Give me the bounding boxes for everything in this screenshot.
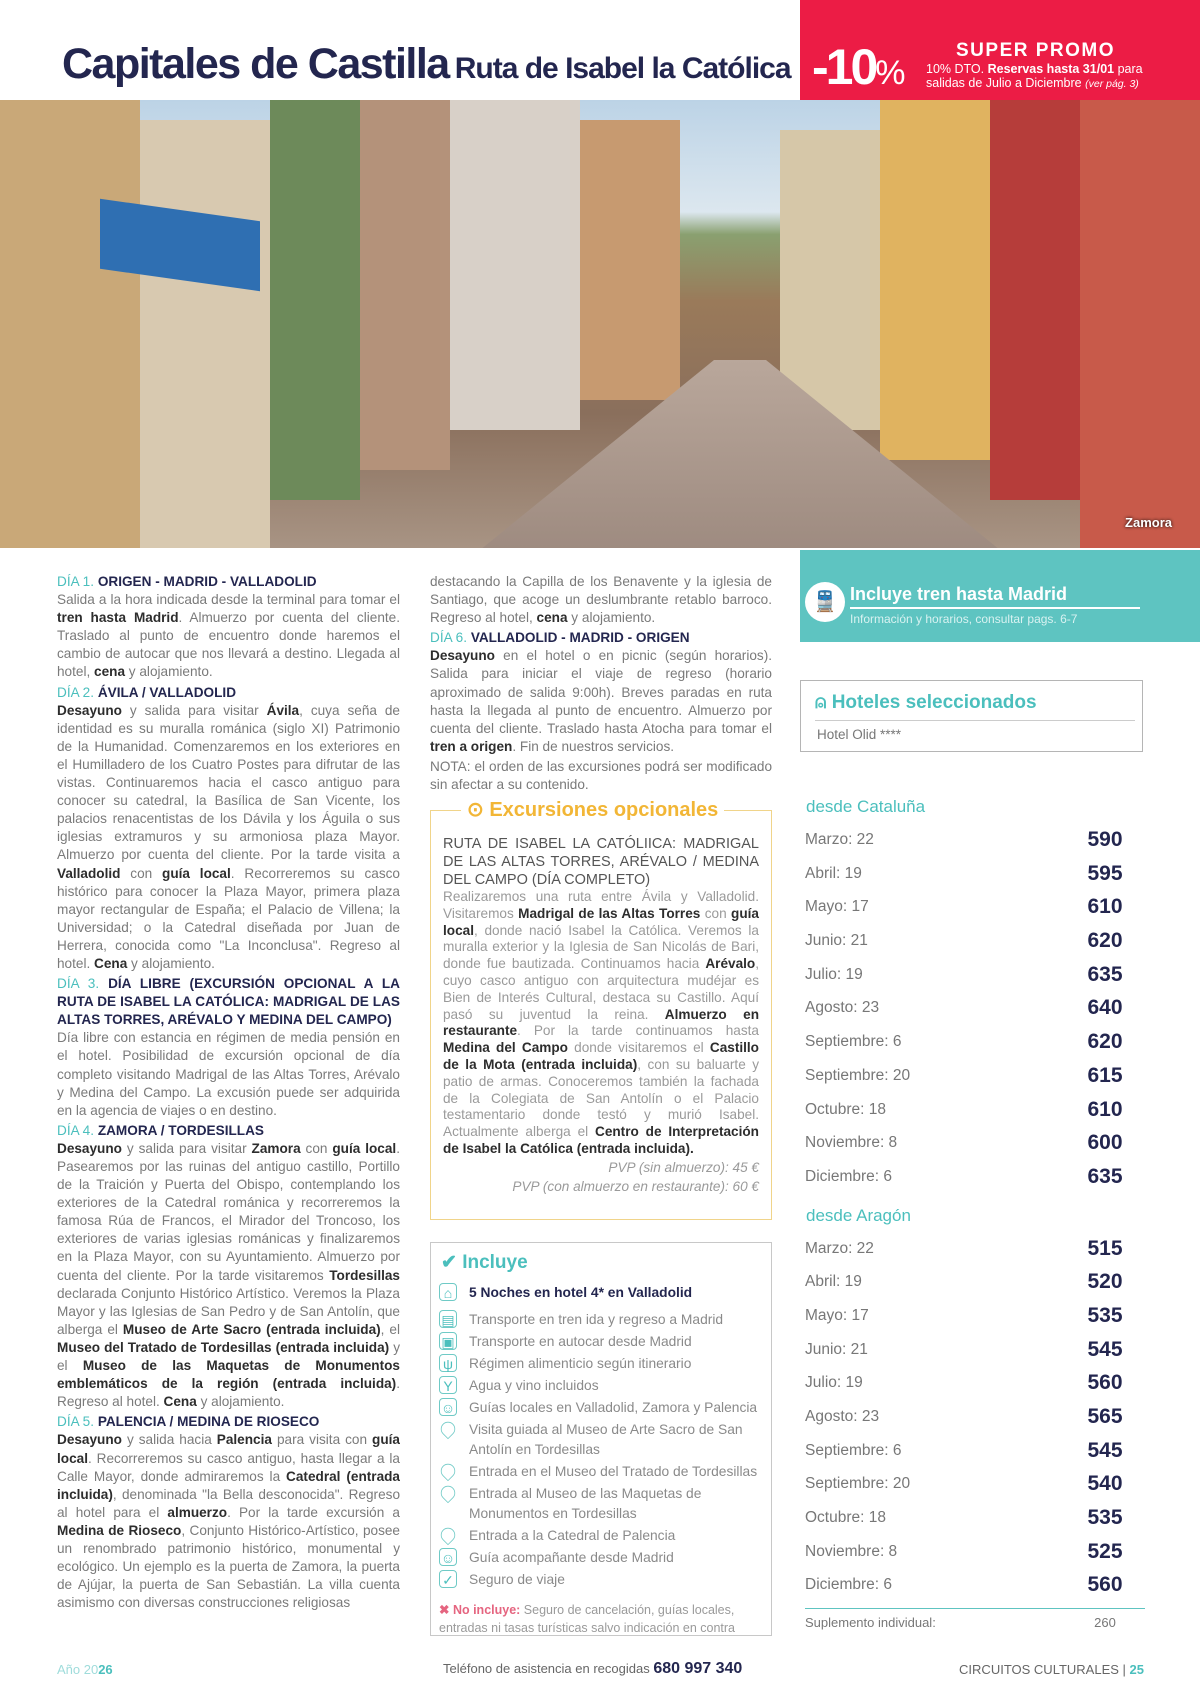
bold-text: cena [536,610,568,626]
day-description [430,647,772,756]
not-included [439,1601,769,1637]
price-row [805,926,1145,960]
hotels-heading-text: Hoteles seleccionados [831,692,1037,713]
bold-text: Desayuno [57,702,122,718]
text: declarada Conjunto Histórico Artístico. Veremos la Plaza Mayor y las Iglesias de San Pedro y de San Antolín, que alberga el [57,1285,400,1337]
section-name: CIRCUITOS CULTURALES | [959,1662,1130,1677]
bus-icon: ▣ [439,1332,457,1350]
page-title [62,40,791,89]
hero-photo-street [0,100,1200,548]
text: . Recorreremos su casco antiguo, hasta llegar a la Calle Mayor, donde admiraremos la [57,1450,400,1484]
text: Día libre con estancia en régimen de media pensión en el hotel. Posibilidad de excursión opcional de día completo visitando Madrigal de las Altas Torres, Arévalo y Medina del Campo. La excusión puede ser adquirida en la agencia de viajes o en destino. [57,1030,400,1118]
price-value: 560 [1087,1573,1123,1597]
price-value: 590 [1087,828,1123,851]
not-included-text: Seguro de cancelación, guías locales, entradas ni tasas turísticas salvo indicación en contra [439,1603,735,1635]
include-item [439,1548,769,1568]
bold-text: Museo de las Maquetas de Monumentos emblemáticos de la región (entrada incluida) [57,1358,400,1392]
price-value: 565 [1087,1405,1123,1428]
departure-date: Junio: 21 [805,1340,868,1358]
departure-date: Noviembre: 8 [805,1134,898,1152]
price-value: 520 [1087,1270,1123,1294]
include-item-text: Entrada en el Museo del Tratado de Tordesillas [469,1464,758,1480]
include-item [439,1310,769,1330]
price-with-lunch: PVP (con almuerzo en restaurante): 60 € [512,1179,759,1195]
bold-text: almuerzo [167,1504,228,1520]
departure-date: Agosto: 23 [805,1408,880,1425]
spacer [805,1196,1145,1204]
include-item [439,1484,769,1524]
train-icon: 🚆 [805,582,845,622]
price-without-lunch: PVP (sin almuerzo): 45 € [608,1159,759,1175]
bold-text: Zamora [251,1140,301,1156]
departure-date: Junio: 21 [805,932,868,950]
departure-date: Diciembre: 6 [805,1576,892,1594]
include-item-text: Régimen alimenticio según itinerario [469,1355,692,1371]
text: , cuyo casco antiguo con arquitectura mudéjar es Bien de Interés Cultural, destaca su Castillo. Aquí pasó su juventud la reina. [443,956,759,1022]
day-heading [57,573,400,591]
price-value: 535 [1087,1303,1123,1327]
day-number: DÍA 4. [57,1122,95,1138]
text: . Por la tarde continuamos hasta [517,1023,759,1039]
bell-icon: ⌂ [439,1283,457,1301]
day-description-continued [430,573,772,627]
bold-text: guía local [57,1432,400,1466]
price-value: 635 [1087,962,1123,986]
includes-heading: ✔ Incluye [441,1252,528,1273]
cutlery-icon: ψ [439,1354,457,1372]
include-item-text: Visita guiada al Museo de Arte Sacro de San Antolín en Tordesillas [469,1422,743,1458]
price-value: 540 [1087,1472,1123,1496]
include-item-text: Agua y vino incluidos [469,1378,599,1394]
departure-date: Abril: 19 [805,864,862,882]
bold-text: guía local [162,865,231,881]
day-description [57,591,400,681]
include-item-text: Seguro de viaje [469,1572,565,1588]
price-value: 515 [1087,1236,1123,1260]
price-row [805,1128,1145,1162]
price-row [805,825,1145,859]
train-icon: ▤ [439,1310,457,1328]
include-item [439,1283,769,1303]
promo-text: salidas de Julio a Diciembre [926,76,1086,90]
day-number: DÍA 1. [57,574,95,589]
bold-text: Medina del Campo [443,1040,568,1056]
bold-text: guía local [443,905,759,938]
promo-page-ref: (ver pág. 3) [1085,78,1139,90]
include-item [439,1332,769,1352]
wine-glass-icon: Y [439,1376,457,1394]
text: con [120,865,163,881]
text: . Recorreremos su casco histórico para conocer la Plaza Mayor, primera plaza mayor rectangular de España; el Palacio de Villena; la Universidad; o la Catedral diseñada por Juan de Herrera, conocida como "La Inconclusa". Regreso al hotel. [57,865,400,971]
hotel-name: Hotel Olid **** [817,727,902,742]
text: y el [57,1339,400,1374]
bold-text: Desayuno [430,648,495,664]
price-value: 635 [1087,1164,1123,1188]
bold-text: Desayuno [57,1140,122,1156]
text: donde visitaremos el [567,1040,710,1056]
price-row [805,1095,1145,1129]
text: destacando la Capilla de los Benavente y la iglesia de Santiago, que acoge un deslumbrante retablo barroco. Regreso al hotel, [430,574,772,626]
includes-list [439,1283,769,1592]
price-group-heading: desde Cataluña [806,797,926,816]
text: , cuya seña de identidad es su muralla románica (siglo XI) Patrimonio de la Humanidad. Comenzaremos en los exteriores en el Humilladero de los Cuatro Postes para difrutar de las vistas. Continuaremos hacia el casco antiguo para conocer su catedral, la Basílica de San Vicente, los palacios renacentistas de los Dávila y los Águila o sus iglesias extramuros y su armoniosa plaza Mayor. Almuerzo por cuenta del cliente. Por la tarde visita a [57,702,400,863]
price-value: 545 [1087,1438,1123,1462]
include-item-text: Entrada al Museo de las Maquetas de Monumentos en Tordesillas [469,1486,702,1522]
bold-text: Desayuno [57,1432,122,1448]
bold-text: Ávila [266,702,300,718]
bold-text: Valladolid [57,865,121,881]
price-row [805,1162,1145,1196]
promo-text: para [1114,62,1143,76]
text: . Pasearemos por las ruinas del antiguo castillo, Portillo de la Traición y Puerta del Obispo, contemplando los exteriores de la Catedral románica y recorreremos la famosa Rúa de Francos, el Mirador del Troncoso, los exteriores de varias iglesias románicas y finalizaremos en la Plaza Mayor, con su Ayuntamiento. Almuerzo por cuenta del cliente. Por la tarde visitaremos [57,1140,400,1283]
title-sub: Ruta de Isabel la Católica [454,52,791,85]
excursion-title: RUTA DE ISABEL LA CATÓLIICA: MADRIGAL DE LAS ALTAS TORRES, ARÉVALO / MEDINA DEL CAMPO (DÍA COMPLETO) [443,836,759,888]
supplement-row [805,1608,1145,1630]
text: en el hotel o en picnic (según horarios). Salida para iniciar el viaje de regreso (horario aproximado de salida 9:00h). Breves paradas en ruta hasta la llegada al punto de encuentro. Almuerzo por cuenta del cliente. Traslado hasta Atocha para tomar el [430,648,772,736]
include-item [439,1526,769,1546]
not-included-label: ✖ No incluye: [439,1603,521,1617]
departure-date: Marzo: 22 [805,1239,874,1257]
text: para visita con [271,1432,373,1448]
price-row [805,960,1145,994]
excursions-heading [461,797,724,822]
bold-text: Arévalo [705,956,756,972]
include-item-text: Transporte en tren ida y regreso a Madrid [469,1311,724,1327]
include-item-text: Entrada a la Catedral de Palencia [469,1528,676,1544]
day-heading [57,975,400,1029]
price-row [805,1234,1145,1268]
bold-text: Castillo de la Mota (entrada incluida) [443,1040,759,1072]
price-row [805,1503,1145,1537]
include-item-text: Guía acompañante desde Madrid [469,1550,674,1566]
bold-text: Cena [94,955,128,971]
day-heading [57,1413,400,1431]
bold-text: Madrigal de las Altas Torres [518,905,701,921]
footer-year [57,1662,113,1677]
bold-text: Centro de Interpretación de Isabel la Católica (entrada incluida). [443,1124,759,1156]
location-pin-icon [438,1419,458,1439]
promo-deadline: Reservas hasta 31/01 [987,62,1115,76]
page-number: 25 [1129,1662,1144,1677]
note-text: NOTA: el orden de las excursiones podrá ser modificado sin afectar a su contenido. [430,758,772,793]
day-description [57,1431,400,1612]
text: y salida hacia [121,1432,217,1448]
price-row [805,1469,1145,1503]
day-title: VALLADOLID - MADRID - ORIGEN [470,630,690,646]
bold-text: Cena [163,1394,197,1410]
day-title: ORIGEN - MADRID - VALLADOLID [97,574,317,589]
text: Realizaremos una ruta entre Ávila y Valladolid. Visitaremos [443,889,759,921]
include-item [439,1354,769,1374]
itinerary-column-middle [430,573,772,796]
include-item [439,1462,769,1482]
include-item [439,1420,769,1460]
price-row [805,892,1145,926]
price-row [805,1301,1145,1335]
price-table [805,795,1145,1630]
promo-title: SUPER PROMO [956,40,1116,61]
text: , denominada "la Bella desconocida". Regreso al hotel para el [57,1486,400,1520]
itinerary-column-left [57,573,400,1673]
bold-text: Almuerzo en restaurante [443,1006,759,1039]
departure-date: Marzo: 22 [805,831,874,848]
price-row [805,1335,1145,1369]
day-description [57,1140,400,1411]
price-value: 525 [1087,1539,1123,1563]
year-prefix: Año 20 [57,1662,99,1677]
bold-text: Medina de Rioseco [57,1522,182,1538]
selected-hotels-box [800,680,1143,752]
footer-section [959,1662,1144,1677]
train-included-banner [800,550,1200,642]
promo-percent-value: -10 [812,39,876,95]
include-item [439,1570,769,1590]
price-value: 615 [1087,1063,1123,1087]
price-value: 620 [1087,929,1123,953]
text: . Fin de nuestros servicios. [512,738,675,754]
price-value: 560 [1087,1371,1123,1395]
day-number: DÍA 2. [57,684,95,700]
bold-text: tren hasta Madrid [57,610,179,626]
phone-number: 680 997 340 [653,1660,743,1677]
price-row [805,993,1145,1027]
text: y alojamiento. [196,1394,285,1410]
photo-caption: Zamora [1125,515,1172,530]
bold-text: cena [94,664,126,680]
day-heading [57,1122,400,1140]
train-banner-subtitle: Información y horarios, consultar pags. 6-7 [850,612,1078,626]
day-number: DÍA 3. [57,976,100,992]
include-item [439,1376,769,1396]
departure-date: Septiembre: 6 [805,1441,902,1459]
location-pin-icon [438,1483,458,1503]
departure-date: Mayo: 17 [805,1306,869,1324]
price-row [805,1402,1145,1436]
day-number: DÍA 6. [430,630,468,646]
bold-text: Museo del Tratado de Tordesillas (entrada incluida) [57,1339,390,1355]
price-value: 620 [1087,1030,1123,1054]
departure-date: Septiembre: 6 [805,1033,902,1051]
bold-text: guía local [332,1140,397,1156]
include-item-text: 5 Noches en hotel 4* en Valladolid [469,1285,693,1300]
year-suffix: 26 [98,1662,113,1677]
bell-icon: ⍝ [815,692,832,713]
text: y alojamiento. [127,955,215,971]
promo-percent [812,38,906,96]
text: y salida para visitar [121,1140,252,1156]
supplement-value: 260 [1094,1615,1116,1631]
footer-phone [443,1660,742,1678]
departure-date: Julio: 19 [805,1374,863,1392]
departure-date: Mayo: 17 [805,898,869,916]
departure-date: Agosto: 23 [805,999,880,1017]
price-value: 600 [1087,1131,1123,1155]
text: y alojamiento. [567,610,656,626]
shield-icon: ✓ [439,1570,457,1588]
location-pin-icon [438,1461,458,1481]
text: , Conjunto Histórico-Artístico, posee un renombrado patrimonio histórico, monumental y ecológico. Un ejemplo es la puerta de Zamora, la puerta de Ajújar, la puerta de San Sebastián. La villa cuenta asimismo con diversas construcciones religiosas [57,1522,400,1611]
promo-line-1 [926,62,1143,76]
bold-text: tren a origen [430,738,513,754]
departure-date: Diciembre: 6 [805,1167,892,1185]
price-row [805,1436,1145,1470]
text: Salida a la hora indicada desde la terminal para tomar el [57,592,400,608]
day-heading [430,629,772,647]
bold-text: Tordesillas [329,1267,400,1283]
departure-date: Abril: 19 [805,1273,862,1291]
price-group-heading: desde Aragón [806,1205,911,1225]
text: . Por la tarde excursión a [227,1504,400,1520]
supplement-label: Suplemento individual: [805,1615,936,1631]
promo-text: 10% DTO. [926,62,988,76]
price-row [805,1368,1145,1402]
price-value: 535 [1087,1506,1123,1530]
optional-excursions-box [430,799,772,1220]
price-value: 595 [1087,861,1123,885]
day-title: DÍA LIBRE (EXCURSIÓN OPCIONAL A LA RUTA DE ISABEL LA CATÓLICA: MADRIGAL DE LAS ALTAS TORRES, ARÉVALO Y MEDINA DEL CAMPO) [57,976,400,1028]
excursions-heading-text: Excursiones opcionales [489,799,719,821]
text: , donde nació Isabel la Católica. Veremos la muralla exterior y la Iglesia de San Nicolás de Bari, donde fue bautizada. Continuamos hacia [443,922,759,972]
price-value: 610 [1087,1097,1123,1121]
title-main: Capitales de Castilla [62,40,449,88]
price-row [805,1061,1145,1095]
day-description [57,702,400,973]
guide-icon: ☺ [440,1400,456,1417]
price-value: 610 [1087,895,1123,919]
promo-banner [800,0,1200,100]
departure-date: Octubre: 18 [805,1100,886,1118]
include-item-text: Guías locales en Valladolid, Zamora y Palencia [469,1400,758,1416]
price-row [805,1570,1145,1604]
include-item [439,1398,769,1418]
promo-percent-sign: % [875,54,906,92]
bold-text: Museo de Arte Sacro (entrada incluida) [122,1321,381,1337]
price-row [805,859,1145,893]
location-pin-icon [438,1525,458,1545]
includes-box [430,1242,772,1636]
include-item-text: Transporte en autocar desde Madrid [469,1333,692,1349]
excursion-details [443,835,759,1197]
text: . Almuerzo por cuenta del cliente. Traslado al punto de encuentro donde haremos el cambio de autocar que nos llevará a destino. Llegada al hotel, [57,610,400,680]
departure-date: Noviembre: 8 [805,1542,898,1560]
price-row [805,1537,1145,1571]
text: , con su baluarte y patio de armas. Conoceremos también la fachada de la Colegiata de San Antolín o el Palacio testamentario donde testó y murió Isabel. Actualmente alberga el [443,1056,759,1140]
train-banner-title: Incluye tren hasta Madrid [850,584,1140,609]
phone-label: Teléfono de asistencia en recogidas [443,1661,654,1676]
day-heading [57,684,400,702]
price-value: 545 [1087,1337,1123,1361]
text: y alojamiento. [125,664,213,680]
bold-text: Catedral (entrada incluida) [57,1468,400,1502]
text: . Regreso al hotel. [57,1376,400,1410]
promo-line-2 [926,76,1139,90]
day-title: ZAMORA / TORDESILLAS [97,1122,264,1138]
text: , el [380,1321,400,1337]
departure-date: Septiembre: 20 [805,1475,911,1493]
day-number: DÍA 5. [57,1414,95,1430]
text: y salida para visitar [121,702,267,718]
day-title: PALENCIA / MEDINA DE RIOSECO [97,1414,320,1430]
price-value: 640 [1087,996,1123,1020]
location-pin-icon: ⊙ [467,799,490,821]
departure-date: Septiembre: 20 [805,1066,911,1084]
text: con [700,905,732,921]
price-row [805,1027,1145,1061]
day-description [57,1029,400,1119]
hotels-heading [815,692,1135,721]
excursion-description [443,889,759,1158]
price-row [805,1267,1145,1301]
departure-date: Julio: 19 [805,965,863,983]
guide-icon: ☺ [440,1550,456,1567]
bold-text: Palencia [216,1432,272,1448]
day-title: ÁVILA / VALLADOLID [97,684,237,700]
departure-date: Octubre: 18 [805,1509,886,1527]
text: con [300,1140,333,1156]
